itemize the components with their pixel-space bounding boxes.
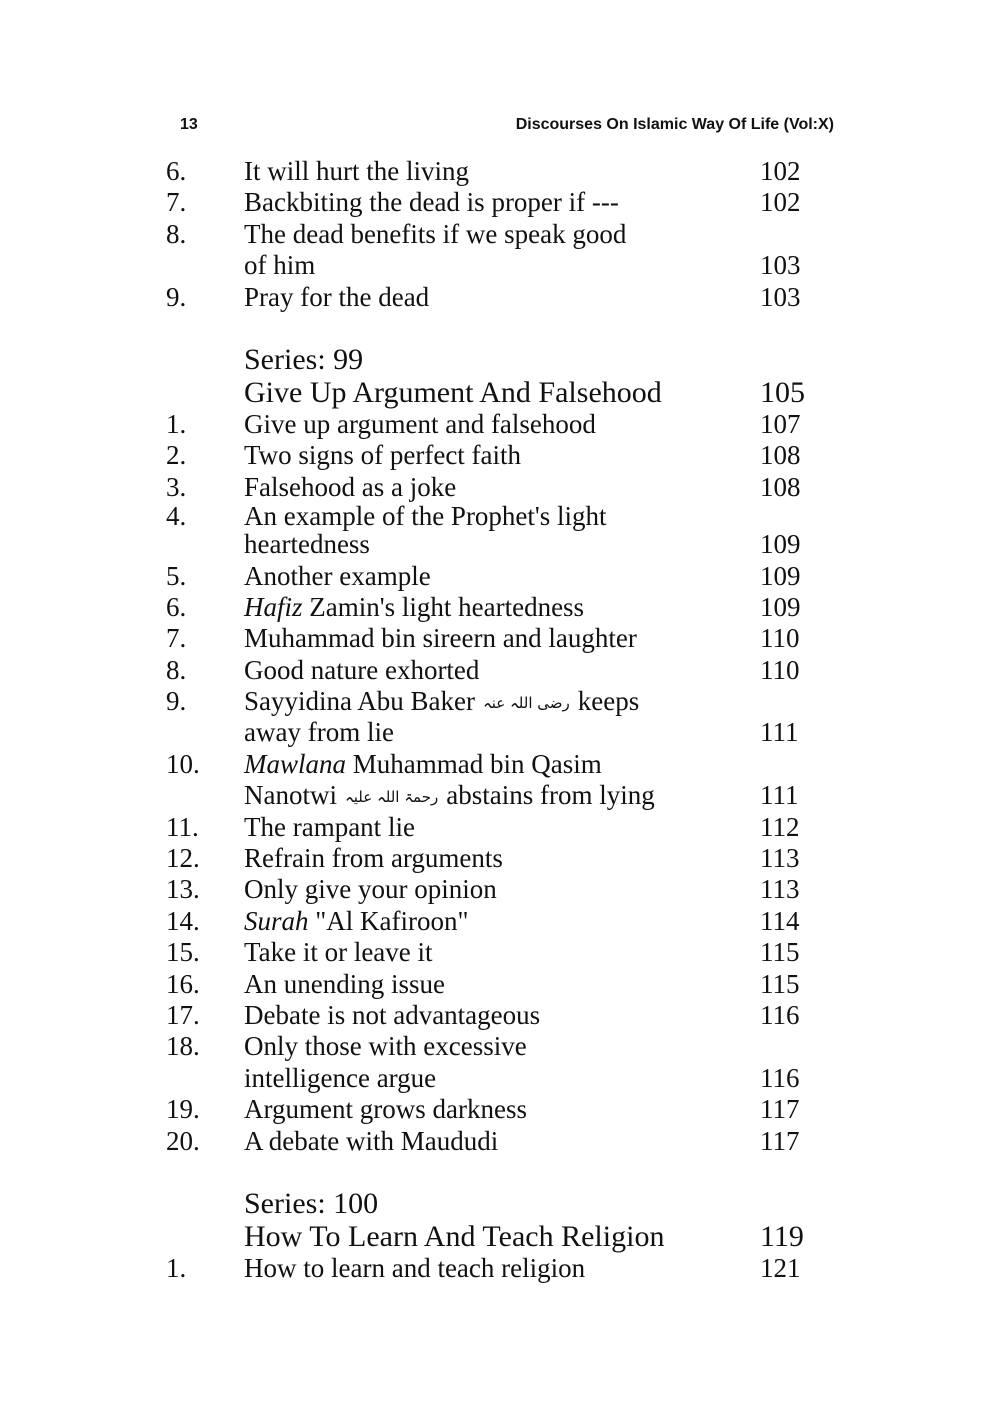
toc-entry-number: 16.	[166, 968, 200, 999]
toc-row	[0, 1063, 1000, 1094]
title-text: Take it or leave it	[244, 937, 433, 968]
toc-entry-title	[244, 1126, 498, 1157]
italic-term: Mawlana	[244, 748, 347, 779]
title-text: It will hurt the living	[244, 156, 469, 186]
toc-entry-title	[244, 529, 370, 560]
title-text: Debate is not advantageous	[244, 999, 541, 1030]
toc-entry-title	[244, 780, 655, 813]
toc-page-number: 109	[760, 591, 801, 622]
title-text: Zamin's light heartedness	[302, 591, 585, 622]
toc-page-number: 110	[760, 623, 800, 654]
toc-entry-number: 9.	[166, 281, 187, 312]
title-text: Pray for the dead	[244, 281, 430, 312]
toc-page-number: 109	[760, 529, 801, 560]
title-text: Nanotwi	[244, 780, 337, 811]
toc-entry-title	[244, 812, 415, 843]
title-text: intelligence argue	[244, 1062, 437, 1093]
series-title	[244, 1187, 378, 1220]
toc-row	[0, 812, 1000, 843]
title-text: Only give your opinion	[244, 874, 497, 905]
toc-page-number: 117	[760, 1094, 800, 1125]
toc-entry-title	[244, 592, 584, 623]
toc-entry-title	[244, 655, 479, 686]
toc-row	[0, 843, 1000, 874]
toc-page-number: 114	[760, 905, 800, 936]
toc-row	[0, 1000, 1000, 1031]
toc-entry-number: 8.	[166, 218, 187, 249]
toc-entry-title	[244, 501, 607, 532]
toc-entry-title	[244, 472, 456, 503]
toc-entry-number: 7.	[166, 187, 187, 218]
title-text: A debate with Maududi	[244, 1125, 499, 1156]
toc-row	[0, 529, 1000, 560]
title-text: Good nature exhorted	[244, 654, 480, 685]
toc-page-number: 113	[760, 843, 800, 874]
toc-entry-title	[244, 749, 602, 780]
toc-page-number: 116	[760, 999, 800, 1030]
toc-row	[0, 906, 1000, 937]
toc-entry-title	[244, 623, 637, 654]
toc-page-number: 108	[760, 471, 801, 502]
toc-page-number: 111	[760, 717, 799, 748]
toc-row	[0, 501, 1000, 532]
title-text: Only those with excessive	[244, 1031, 527, 1062]
toc-entry-number: 3.	[166, 471, 187, 502]
toc-entry-title	[244, 156, 469, 187]
italic-term: Hafiz	[244, 591, 303, 622]
toc-entry-title	[244, 409, 596, 440]
italic-term: Surah	[244, 905, 309, 936]
toc-page-number: 105	[760, 375, 805, 409]
toc-entry-title	[244, 717, 394, 748]
toc-entry-title	[244, 219, 626, 250]
title-text: of him	[244, 250, 316, 281]
title-text: An example of the Prophet's light	[244, 501, 607, 532]
toc-entry-title	[244, 969, 445, 1000]
series-title	[244, 376, 662, 409]
title-text: Muhammad bin Qasim	[346, 748, 602, 779]
toc-entry-title	[244, 440, 521, 471]
toc-page-number: 110	[760, 654, 800, 685]
title-text: The rampant lie	[244, 811, 415, 842]
title-text: heartedness	[244, 529, 370, 560]
toc-row	[0, 969, 1000, 1000]
page-header	[0, 112, 1000, 140]
title-text: "Al Kafiroon"	[308, 905, 469, 936]
toc-page-number: 102	[760, 156, 801, 186]
toc-row	[0, 472, 1000, 503]
toc-row	[0, 219, 1000, 250]
toc-row	[0, 937, 1000, 968]
toc-page-number: 116	[760, 1062, 800, 1093]
toc-page-number: 113	[760, 874, 800, 905]
toc-page-number: 112	[760, 811, 800, 842]
toc-entry-title	[244, 282, 429, 313]
toc-entry-title	[244, 906, 469, 937]
toc-row	[0, 780, 1000, 811]
arabic-honorific: رحمۃ اللہ علیہ	[344, 788, 439, 807]
title-text: An unending issue	[244, 968, 445, 999]
toc-page-number: 117	[760, 1125, 800, 1156]
title-text: Series: 99	[244, 342, 364, 376]
title-text: The dead benefits if we speak good	[244, 218, 627, 249]
toc-row	[0, 623, 1000, 654]
toc-page-number: 103	[760, 250, 801, 281]
series-heading-row	[0, 1220, 1000, 1253]
toc-row	[0, 1253, 1000, 1284]
toc-entry-title	[244, 187, 619, 218]
toc-entry-number: 4.	[166, 501, 187, 532]
toc-row	[0, 655, 1000, 686]
title-text: How to learn and teach religion	[244, 1252, 586, 1283]
toc-entry-number: 6.	[166, 156, 187, 186]
toc-entry-title	[244, 1253, 585, 1284]
toc-page-number: 111	[760, 780, 799, 811]
toc-entry-title	[244, 874, 497, 905]
toc-entry-number: 13.	[166, 874, 200, 905]
toc-row	[0, 749, 1000, 780]
toc-entry-number: 15.	[166, 937, 200, 968]
toc-entry-number: 9.	[166, 686, 187, 717]
toc-row	[0, 874, 1000, 905]
toc-entry-number: 14.	[166, 905, 200, 936]
toc-page-number: 115	[760, 968, 800, 999]
toc-row	[0, 1094, 1000, 1125]
title-text: Give Up Argument And Falsehood	[244, 375, 662, 409]
toc-row	[0, 717, 1000, 748]
section-spacer	[0, 313, 1000, 343]
toc-row	[0, 440, 1000, 471]
title-text-continued: abstains from lying	[446, 780, 655, 811]
toc-entry-number: 18.	[166, 1031, 200, 1062]
toc-entry-number: 19.	[166, 1094, 200, 1125]
toc-row	[0, 250, 1000, 281]
toc-page-number: 121	[760, 1252, 801, 1283]
toc-page-number: 107	[760, 408, 801, 439]
toc-entry-number: 17.	[166, 999, 200, 1030]
toc-entry-number: 10.	[166, 748, 200, 779]
toc-row	[0, 156, 1000, 187]
title-text-continued: keeps	[577, 686, 640, 717]
series-heading-row	[0, 1187, 1000, 1220]
title-text: Give up argument and falsehood	[244, 408, 596, 439]
toc-entry-title	[244, 250, 315, 281]
title-text: Refrain from arguments	[244, 843, 503, 874]
title-text: away from lie	[244, 717, 394, 748]
title-text: How To Learn And Teach Religion	[244, 1219, 665, 1253]
series-title	[244, 343, 363, 376]
toc-row	[0, 187, 1000, 218]
toc-entry-number: 2.	[166, 440, 187, 471]
toc-entry-number: 20.	[166, 1125, 200, 1156]
toc-row	[0, 1031, 1000, 1062]
series-heading-row	[0, 376, 1000, 409]
title-text: Two signs of perfect faith	[244, 440, 522, 471]
toc-page-number: 108	[760, 440, 801, 471]
toc-page-number: 119	[760, 1219, 804, 1253]
toc-page-number: 102	[760, 187, 801, 218]
toc-page-number: 103	[760, 281, 801, 312]
toc-row	[0, 1126, 1000, 1157]
toc-row	[0, 592, 1000, 623]
toc-entry-title	[244, 561, 431, 592]
toc-entry-title	[244, 1000, 540, 1031]
series-heading-row	[0, 343, 1000, 376]
toc-entry-title	[244, 1063, 436, 1094]
toc-entry-number: 12.	[166, 843, 200, 874]
title-text: Falsehood as a joke	[244, 471, 457, 502]
toc-row	[0, 409, 1000, 440]
title-text: Series: 100	[244, 1186, 379, 1220]
toc-entry-title	[244, 686, 639, 719]
title-text: Another example	[244, 560, 431, 591]
toc-entry-title	[244, 1031, 527, 1062]
toc-entry-number: 8.	[166, 654, 187, 685]
title-text: Muhammad bin sireern and laughter	[244, 623, 637, 654]
toc-row	[0, 686, 1000, 717]
title-text: Sayyidina Abu Baker	[244, 686, 475, 717]
toc-entry-number: 7.	[166, 623, 187, 654]
section-spacer	[0, 1157, 1000, 1187]
title-text: Backbiting the dead is proper if ---	[244, 187, 619, 218]
toc-page-number: 115	[760, 937, 800, 968]
toc-entry-title	[244, 843, 503, 874]
toc-entry-number: 6.	[166, 591, 187, 622]
toc-row	[0, 282, 1000, 313]
toc-page-number: 109	[760, 560, 801, 591]
arabic-honorific: رضی اللہ عنہ	[482, 694, 570, 713]
toc-entry-title	[244, 1094, 527, 1125]
toc-entry-number: 11.	[166, 811, 199, 842]
page-number: 13	[180, 116, 198, 133]
title-text: Argument grows darkness	[244, 1094, 527, 1125]
series-title	[244, 1220, 664, 1253]
toc-entry-title	[244, 937, 433, 968]
toc-entry-number: 1.	[166, 408, 187, 439]
toc-entry-number: 1.	[166, 1252, 187, 1283]
running-title: Discourses On Islamic Way Of Life (Vol:X)	[515, 116, 834, 133]
toc-row	[0, 561, 1000, 592]
table-of-contents	[0, 156, 1000, 1284]
toc-entry-number: 5.	[166, 560, 187, 591]
